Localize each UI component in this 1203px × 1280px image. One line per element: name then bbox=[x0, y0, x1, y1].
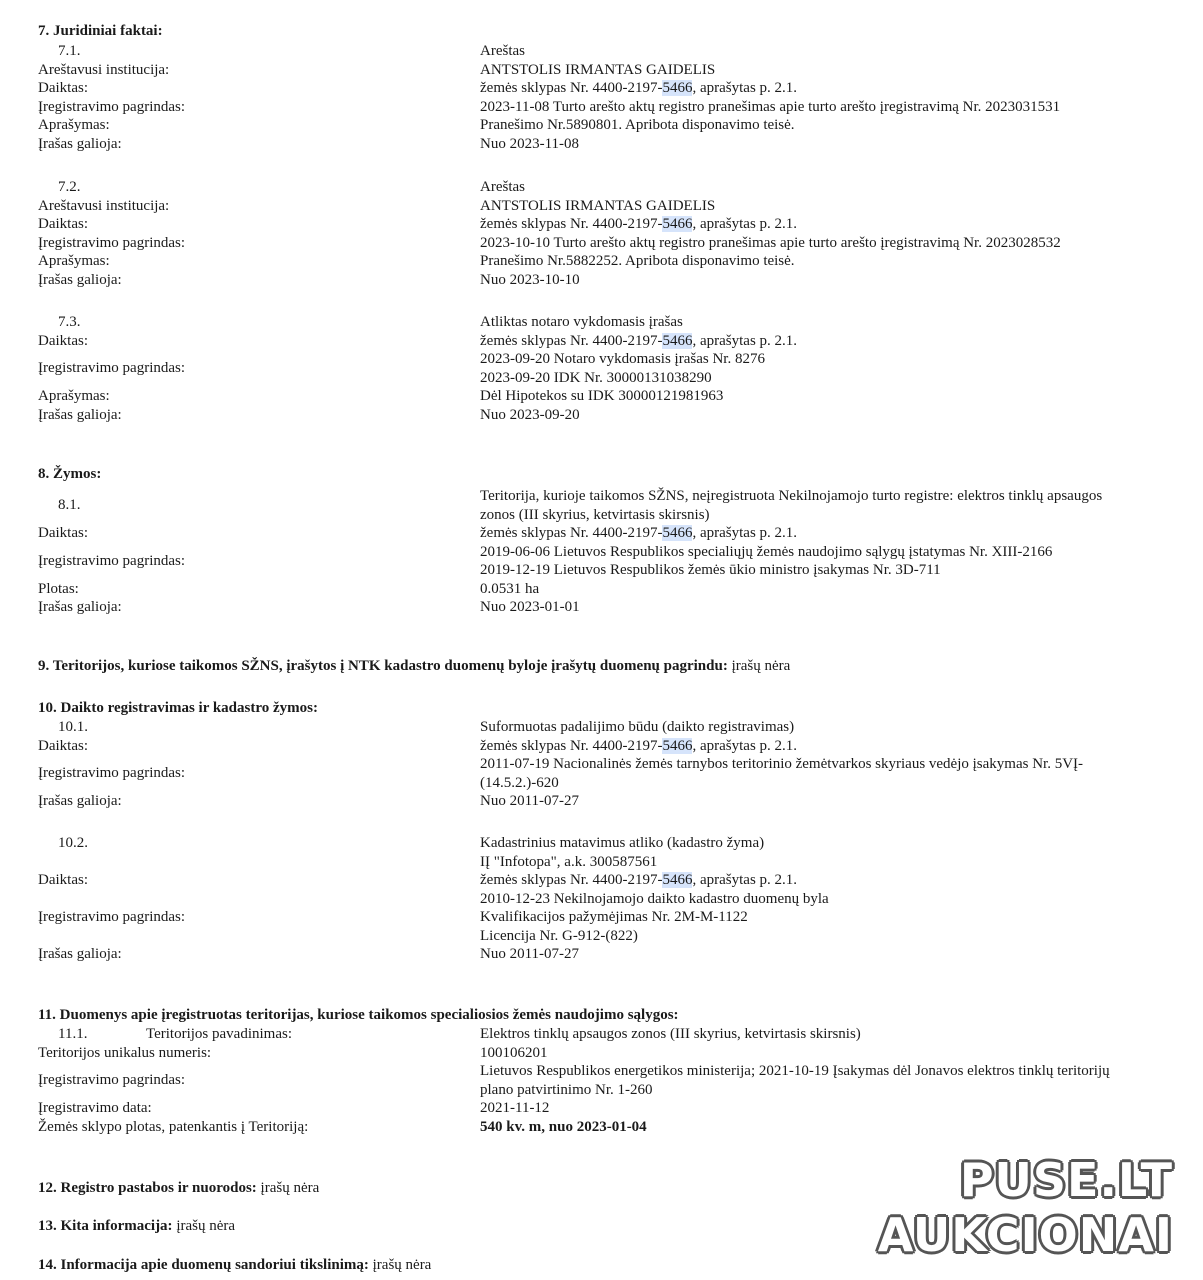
field-label: Plotas: bbox=[38, 580, 79, 597]
field-label: Daiktas: bbox=[38, 525, 88, 541]
field-label: Aprašymas: bbox=[38, 388, 110, 404]
entry-11-1 bbox=[38, 1025, 1168, 1136]
field-value: Kvalifikacijos pažymėjimas Nr. 2M-M-1122 bbox=[480, 909, 748, 925]
field-value: Pranešimo Nr.5882252. Apribota disponavimo teisė. bbox=[480, 253, 795, 269]
section-8-heading: 8. Žymos: bbox=[38, 466, 102, 482]
field-value: 540 kv. m, nuo 2023-01-04 bbox=[480, 1118, 647, 1135]
field-label: Įregistravimo pagrindas: bbox=[38, 552, 186, 569]
highlighted-number: 5466 bbox=[662, 332, 693, 349]
field-value: Elektros tinklų apsaugos zonos (III skyrius, ketvirtasis skirsnis) bbox=[480, 1026, 861, 1042]
field-value: Nuo 2023-09-20 bbox=[480, 406, 580, 423]
daiktas-value: žemės sklypas Nr. 4400-2197-5466, aprašytas p. 2.1. bbox=[480, 525, 798, 541]
entry-number: 10.1. bbox=[58, 719, 88, 735]
entry-type: Suformuotas padalijimo būdu (daikto registravimas) bbox=[480, 719, 795, 735]
section-9-heading: 9. Teritorijos, kuriose taikomos SŽNS, įrašytos į NTK kadastro duomenų byloje įrašytų duomenų pagrindu: įrašų nėra bbox=[38, 658, 791, 674]
field-value: Nuo 2011-07-27 bbox=[480, 793, 580, 809]
field-value: 2011-07-19 Nacionalinės žemės tarnybos teritorinio žemėtvarkos skyriaus vedėjo įsakymas Nr. 5VĮ-(14.5.2.)-620 bbox=[480, 756, 1084, 791]
entry-number-and-label: 11.1. Teritorijos pavadinimas: bbox=[58, 1026, 293, 1042]
entry-7-3 bbox=[38, 313, 1168, 424]
entry-number: 8.1. bbox=[58, 497, 81, 514]
field-label: Įrašas galioja: bbox=[38, 946, 122, 962]
field-value: 2023-10-10 Turto arešto aktų registro pranešimas apie turto arešto įregistravimą Nr. 2023028532 bbox=[480, 234, 1061, 251]
daiktas-value: žemės sklypas Nr. 4400-2197-5466, aprašytas p. 2.1. bbox=[480, 332, 798, 349]
field-value: Dėl Hipotekos su IDK 30000121981963 bbox=[480, 388, 724, 404]
entry-number: 10.2. bbox=[58, 835, 88, 851]
field-label: Daiktas: bbox=[38, 216, 88, 232]
field-value: Nuo 2023-10-10 bbox=[480, 271, 580, 288]
field-value: 2010-12-23 Nekilnojamojo daikto kadastro duomenų byla bbox=[480, 890, 829, 907]
entry-8-1 bbox=[38, 487, 1168, 617]
highlighted-number: 5466 bbox=[662, 216, 693, 232]
entry-7-1 bbox=[38, 42, 1168, 153]
field-label: Areštavusi institucija: bbox=[38, 61, 170, 78]
field-label: Įrašas galioja: bbox=[38, 406, 122, 423]
field-label: Įregistravimo pagrindas: bbox=[38, 765, 186, 782]
field-value: Nuo 2023-01-01 bbox=[480, 599, 580, 615]
field-label: Įrašas galioja: bbox=[38, 793, 122, 809]
section-14-value: įrašų nėra bbox=[368, 1257, 432, 1273]
entry-type: Atliktas notaro vykdomasis įrašas bbox=[480, 314, 683, 330]
section-12-value: įrašų nėra bbox=[256, 1180, 320, 1196]
field-value: Lietuvos Respublikos energetikos ministerija; 2021-10-19 Įsakymas dėl Jonavos elektros tinklų teritorijų plano patvirtinimo Nr. 1-260 bbox=[480, 1063, 1110, 1098]
entry-number: 7.1. bbox=[58, 43, 81, 59]
field-label: Areštavusi institucija: bbox=[38, 197, 170, 214]
entry-7-2 bbox=[38, 178, 1168, 289]
entry-type: Areštas bbox=[480, 179, 525, 195]
daiktas-value: žemės sklypas Nr. 4400-2197-5466, aprašytas p. 2.1. bbox=[480, 737, 798, 754]
field-value: Licencija Nr. G-912-(822) bbox=[480, 927, 638, 944]
field-value: 2023-11-08 Turto arešto aktų registro pranešimas apie turto arešto įregistravimą Nr. 2023031531 bbox=[480, 98, 1061, 115]
field-value: Nuo 2023-11-08 bbox=[480, 135, 580, 152]
field-value: 0.0531 ha bbox=[480, 580, 540, 597]
field-label: Daiktas: bbox=[38, 80, 88, 96]
highlighted-number: 5466 bbox=[662, 872, 693, 888]
section-14-heading: 14. Informacija apie duomenų sandoriui tikslinimą: įrašų nėra bbox=[38, 1257, 432, 1273]
highlighted-number: 5466 bbox=[662, 737, 693, 754]
highlighted-number: 5466 bbox=[662, 80, 693, 96]
field-label: Žemės sklypo plotas, patenkantis į Teritoriją: bbox=[38, 1118, 309, 1135]
entry-type: Areštas bbox=[480, 43, 525, 59]
section-13-value: įrašų nėra bbox=[172, 1218, 236, 1234]
watermark-line-1: PUSE.LT bbox=[959, 1153, 1173, 1207]
field-label: Įrašas galioja: bbox=[38, 599, 122, 615]
field-value: Nuo 2011-07-27 bbox=[480, 946, 580, 962]
field-label: Teritorijos unikalus numeris: bbox=[38, 1044, 212, 1061]
field-label: Įregistravimo pagrindas: bbox=[38, 909, 186, 925]
field-value: 2019-06-06 Lietuvos Respublikos specialiųjų žemės naudojimo sąlygų įstatymas Nr. XIII-2166 2019-12-19 Lietuvos Respublikos žemės ūkio ministro įsakymas Nr. 3D-711 bbox=[480, 543, 1053, 578]
field-label: Įrašas galioja: bbox=[38, 135, 122, 152]
section-10-heading: 10. Daikto registravimas ir kadastro žymos: bbox=[38, 700, 318, 716]
field-value: Pranešimo Nr.5890801. Apribota disponavimo teisė. bbox=[480, 117, 795, 133]
daiktas-value: žemės sklypas Nr. 4400-2197-5466, aprašytas p. 2.1. bbox=[480, 872, 798, 888]
entry-number: 7.2. bbox=[58, 179, 81, 195]
section-11-heading: 11. Duomenys apie įregistruotas teritorijas, kuriose taikomos specialiosios žemės naudojimo sąlygos: bbox=[38, 1007, 679, 1023]
field-label: Įregistravimo pagrindas: bbox=[38, 234, 186, 251]
field-label: Daiktas: bbox=[38, 872, 88, 888]
daiktas-value: žemės sklypas Nr. 4400-2197-5466, aprašytas p. 2.1. bbox=[480, 80, 798, 96]
field-label: Aprašymas: bbox=[38, 117, 110, 133]
section-7-heading: 7. Juridiniai faktai: bbox=[38, 23, 163, 39]
entry-type: Kadastrinius matavimus atliko (kadastro žyma) bbox=[480, 835, 765, 851]
field-label: Įregistravimo data: bbox=[38, 1100, 152, 1116]
company-value: IĮ "Infotopa", a.k. 300587561 bbox=[480, 853, 658, 870]
field-value: ANTSTOLIS IRMANTAS GAIDELIS bbox=[480, 61, 716, 78]
field-value: ANTSTOLIS IRMANTAS GAIDELIS bbox=[480, 197, 716, 214]
section-13-heading: 13. Kita informacija: įrašų nėra bbox=[38, 1218, 236, 1234]
field-label: Aprašymas: bbox=[38, 253, 110, 269]
entry-type: Teritorija, kurioje taikomos SŽNS, neįregistruota Nekilnojamojo turto registre: elektros tinklų apsaugos zonos (III skyrius, ketvirtasis skirsnis) bbox=[480, 488, 1103, 523]
entry-number: 7.3. bbox=[58, 314, 81, 330]
field-value: 2023-09-20 Notaro vykdomasis įrašas Nr. 8276 2023-09-20 IDK Nr. 30000131038290 bbox=[480, 351, 765, 386]
section-12-heading: 12. Registro pastabos ir nuorodos: įrašų nėra bbox=[38, 1180, 320, 1196]
highlighted-number: 5466 bbox=[662, 525, 693, 541]
section-9-value: įrašų nėra bbox=[727, 658, 791, 674]
entry-10-2 bbox=[38, 834, 1168, 964]
field-value: 100106201 bbox=[480, 1044, 548, 1061]
field-label: Daiktas: bbox=[38, 737, 88, 754]
watermark-line-2: AUKCIONAI bbox=[877, 1208, 1173, 1262]
field-label: Įregistravimo pagrindas: bbox=[38, 1072, 186, 1089]
field-label: Įregistravimo pagrindas: bbox=[38, 360, 186, 377]
entry-10-1 bbox=[38, 718, 1168, 811]
field-value: 2021-11-12 bbox=[480, 1100, 550, 1116]
field-label: Įregistravimo pagrindas: bbox=[38, 98, 186, 115]
field-label: Įrašas galioja: bbox=[38, 271, 122, 288]
field-label: Daiktas: bbox=[38, 332, 88, 349]
daiktas-value: žemės sklypas Nr. 4400-2197-5466, aprašytas p. 2.1. bbox=[480, 216, 798, 232]
